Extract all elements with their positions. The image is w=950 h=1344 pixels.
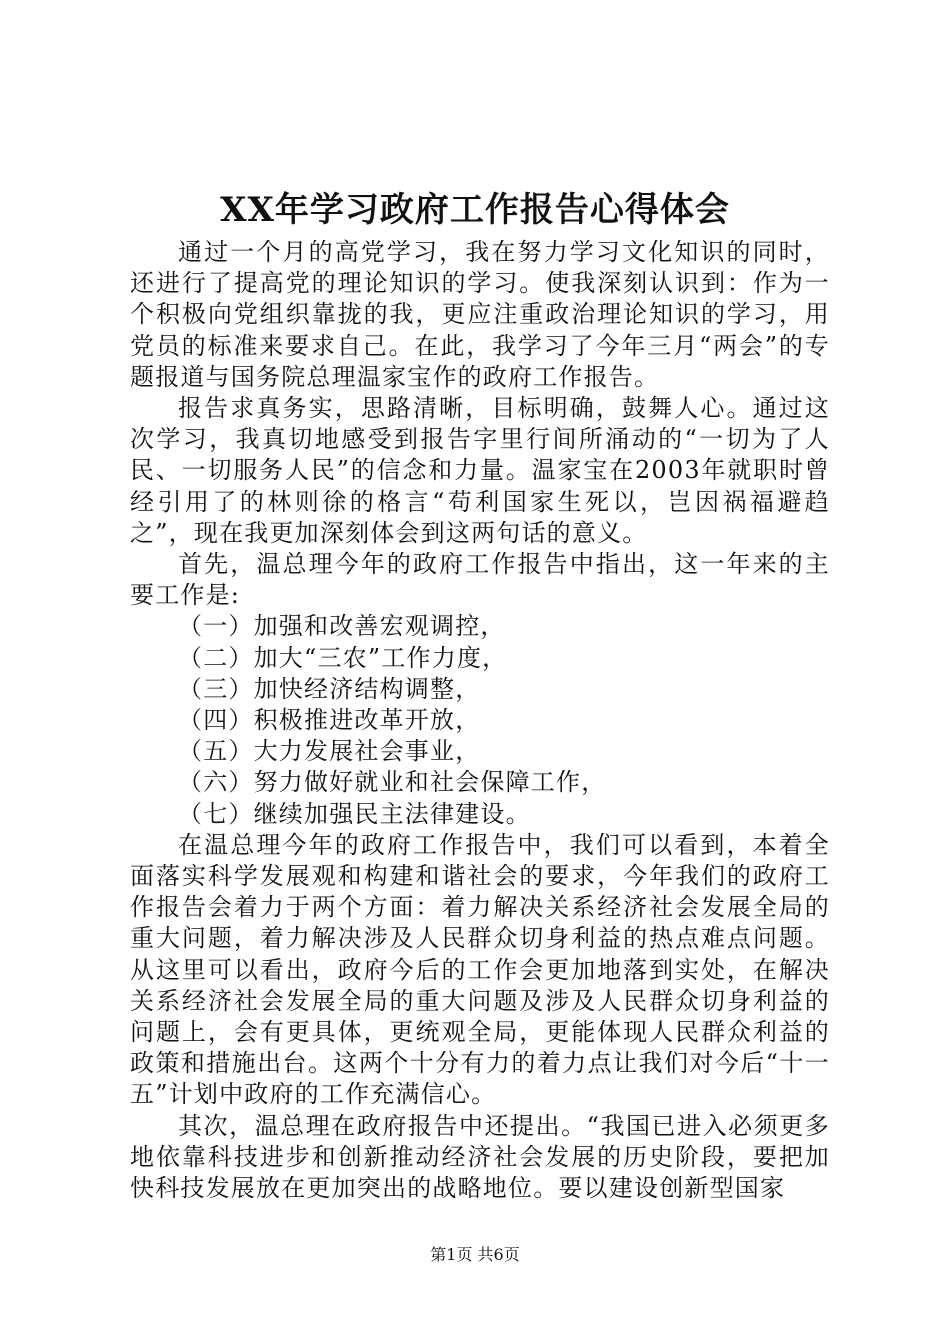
list-item: （三）加快经济结构调整， [178, 674, 481, 703]
list-item: （四）积极推进改革开放， [178, 706, 481, 735]
paragraph: 在温总理今年的政府工作报告中，我们可以看到，本着全面落实科学发展观和构建和谐社会的要求，今年我们的政府工作报告会着力于两个方面：着力解决关系经济社会发展全局的重大问题，着力解决涉及人民群众切身利益的热点难点问题。从这里可以看出，政府今后的工作会更加地落到实处，在解决关系经济社会发展全局的重大问题及涉及人民群众切身利益的问题上，会有更具体，更统观全局，更能体现人民群众利益的政策和措施出台。这两个十分有力的着力点让我们对今后“十一五”计划中政府的工作充满信心。 [130, 830, 830, 1109]
document-title: XX年学习政府工作报告心得体会 [220, 190, 730, 230]
document-body [130, 237, 830, 1204]
list-item: （二）加大“三农”工作力度， [178, 643, 508, 672]
list-item: （七）继续加强民主法律建设。 [178, 799, 531, 828]
list-item: （一）加强和改善宏观调控， [178, 612, 506, 641]
list-item: （六）努力做好就业和社会保障工作， [178, 768, 607, 797]
paragraph: 报告求真务实，思路清晰，目标明确，鼓舞人心。通过这次学习，我真切地感受到报告字里行间所涌动的“一切为了人民、一切服务人民”的信念和力量。温家宝在2003年就职时曾经引用了的林则徐的格言“苟利国家生死以，岂因祸福避趋之”，现在我更加深刻体会到这两句话的意义。 [130, 394, 830, 547]
page-footer: 第1页 共6页 [430, 1245, 520, 1264]
list-item: （五）大力发展社会事业， [178, 737, 481, 766]
paragraph: 其次，温总理在政府报告中还提出。“我国已进入必须更多地依靠科技进步和创新推动经济社会发展的历史阶段，要把加快科技发展放在更加突出的战略地位。要以建设创新型国家 [130, 1111, 830, 1203]
paragraph: 通过一个月的高党学习，我在努力学习文化知识的同时，还进行了提高党的理论知识的学习。使我深刻认识到：作为一个积极向党组织靠拢的我，更应注重政治理论知识的学习，用党员的标准来要求自己。在此，我学习了今年三月“两会”的专题报道与国务院总理温家宝作的政府工作报告。 [130, 238, 830, 391]
paragraph: 首先，温总理今年的政府工作报告中指出，这一年来的主要工作是: [130, 550, 830, 610]
